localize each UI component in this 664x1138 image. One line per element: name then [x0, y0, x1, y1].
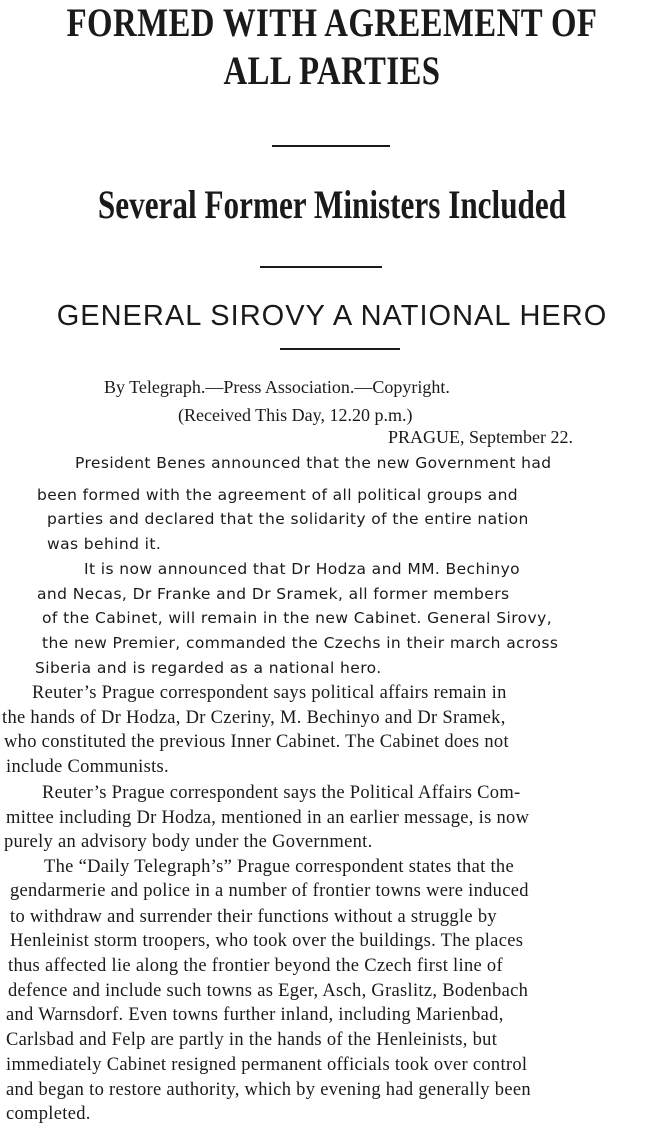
headline-line-1: FORMED WITH AGREEMENT OF — [66, 0, 598, 45]
headline-rule — [272, 145, 390, 147]
deck-rule — [280, 348, 400, 350]
dateline: PRAGUE, September 22. — [388, 427, 573, 447]
body-line: been formed with the agreement of all political groups and — [37, 486, 519, 504]
byline-received: (Received This Day, 12.20 p.m.) — [178, 405, 413, 425]
body-line: defence and include such towns as Eger, Asch, Graslitz, Bodenbach — [8, 981, 529, 1001]
subheadline-rule — [260, 266, 382, 268]
body-line: and Necas, Dr Franke and Dr Sramek, all former members — [37, 585, 510, 603]
body-line: completed. — [6, 1104, 91, 1124]
deck-headline: GENERAL SIROVY A NATIONAL HERO — [56, 300, 608, 332]
body-line: The “Daily Telegraph’s” Prague correspondent states that the — [44, 857, 514, 877]
body-line: President Benes announced that the new Government had — [75, 454, 552, 472]
body-line: Reuter’s Prague correspondent says political affairs remain in — [32, 683, 507, 703]
body-line: Reuter’s Prague correspondent says the Political Affairs Com- — [42, 783, 521, 803]
body-line: thus affected lie along the frontier beyond the Czech first line of — [8, 956, 503, 976]
body-line: immediately Cabinet resigned permanent officials took over control — [6, 1055, 528, 1075]
body-line: who constituted the previous Inner Cabinet. The Cabinet does not — [4, 732, 509, 752]
body-line: Siberia and is regarded as a national hero. — [35, 659, 382, 677]
body-line: of the Cabinet, will remain in the new Cabinet. General Sirovy, — [42, 609, 553, 627]
body-line: purely an advisory body under the Government. — [4, 832, 373, 852]
body-line: to withdraw and surrender their functions without a struggle by — [10, 907, 497, 927]
body-line: was behind it. — [47, 535, 162, 553]
byline-credit: By Telegraph.—Press Association.—Copyright. — [104, 377, 450, 397]
body-line: Henleinist storm troopers, who took over the buildings. The places — [10, 931, 524, 951]
body-line: and Warnsdorf. Even towns further inland, including Marienbad, — [6, 1005, 504, 1025]
subheadline: Several Former Ministers Included — [97, 182, 567, 227]
headline-line-2: ALL PARTIES — [223, 48, 441, 93]
body-line: gendarmerie and police in a number of frontier towns were induced — [10, 881, 529, 901]
body-line: the hands of Dr Hodza, Dr Czeriny, M. Bechinyo and Dr Sramek, — [2, 708, 506, 728]
body-line: and began to restore authority, which by evening had generally been — [6, 1080, 531, 1100]
body-line: Carlsbad and Felp are partly in the hands of the Henleinists, but — [6, 1030, 498, 1050]
body-line: mittee including Dr Hodza, mentioned in an earlier message, is now — [6, 808, 530, 828]
body-line: parties and declared that the solidarity of the entire nation — [47, 510, 529, 528]
body-line: the new Premier, commanded the Czechs in their march across — [42, 634, 559, 652]
body-line: include Communists. — [6, 757, 169, 777]
body-line: It is now announced that Dr Hodza and MM. Bechinyo — [84, 560, 521, 578]
